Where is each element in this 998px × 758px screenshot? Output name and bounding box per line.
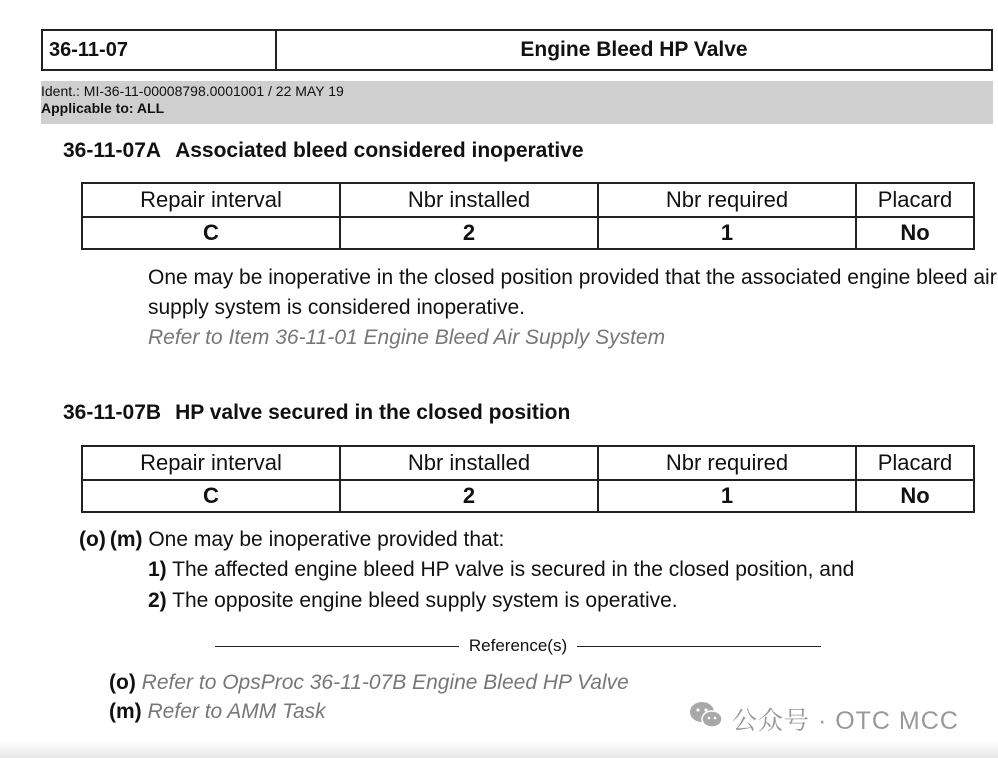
reference-amm-prefix: (m) <box>109 700 142 723</box>
col-nbr-installed: Nbr installed <box>340 446 598 480</box>
section-a-text <box>148 263 997 353</box>
section-b-table <box>81 445 975 513</box>
section-a-text-line2: supply system is considered inoperative. <box>148 296 526 319</box>
section-b-intro <box>79 525 504 555</box>
references-label: Reference(s) <box>468 636 568 655</box>
cell-placard: No <box>856 480 974 512</box>
watermark <box>688 700 959 737</box>
condition-1-num: 1) <box>148 558 167 581</box>
col-nbr-installed: Nbr installed <box>340 183 598 217</box>
cell-nbr-required: 1 <box>598 217 856 249</box>
condition-1 <box>148 555 854 585</box>
col-nbr-required: Nbr required <box>598 446 856 480</box>
section-b-intro-text: One may be inoperative provided that: <box>148 528 505 551</box>
reference-ops-link[interactable]: Refer to OpsProc 36-11-07B Engine Bleed HP Valve <box>141 671 629 694</box>
section-b-name: HP valve secured in the closed position <box>175 401 571 424</box>
watermark-text: 公众号 · OTC MCC <box>732 706 959 735</box>
cell-placard: No <box>856 217 974 249</box>
ops-marker: (o) <box>79 528 106 551</box>
item-header <box>41 29 993 71</box>
col-repair-interval: Repair interval <box>82 183 340 217</box>
reference-ops <box>109 668 629 698</box>
table-row <box>82 480 974 512</box>
reference-ops-prefix: (o) <box>109 671 136 694</box>
section-b-title <box>63 401 570 425</box>
applicable-line: Applicable to: ALL <box>41 100 165 116</box>
section-a-reference-link[interactable]: Refer to Item 36-11-01 Engine Bleed Air Supply System <box>148 326 666 349</box>
table-row <box>82 217 974 249</box>
maint-marker: (m) <box>109 528 143 551</box>
cell-repair-interval: C <box>82 217 340 249</box>
divider-line-left <box>215 646 459 647</box>
section-a-table <box>81 182 975 250</box>
table-header-row <box>82 446 974 480</box>
table-header-row <box>82 183 974 217</box>
references-divider <box>215 632 821 660</box>
cell-repair-interval: C <box>82 480 340 512</box>
condition-2-text: The opposite engine bleed supply system is operative. <box>172 589 678 612</box>
reference-amm-link[interactable]: Refer to AMM Task <box>147 700 326 723</box>
section-a-name: Associated bleed considered inoperative <box>175 139 584 162</box>
section-a-text-line1: One may be inoperative in the closed position provided that the associated engine bleed air <box>148 266 997 289</box>
divider-line-right <box>577 646 821 647</box>
item-title: Engine Bleed HP Valve <box>520 38 748 61</box>
condition-2-num: 2) <box>148 589 167 612</box>
reference-amm <box>109 697 326 727</box>
cell-nbr-installed: 2 <box>340 480 598 512</box>
condition-2 <box>148 586 678 616</box>
col-repair-interval: Repair interval <box>82 446 340 480</box>
section-b-code: 36-11-07B <box>63 401 162 424</box>
col-nbr-required: Nbr required <box>598 183 856 217</box>
section-a-title <box>63 139 584 163</box>
cell-nbr-required: 1 <box>598 480 856 512</box>
ident-band <box>41 81 993 124</box>
wechat-icon <box>688 700 724 737</box>
cell-nbr-installed: 2 <box>340 217 598 249</box>
page-bottom-shadow <box>0 740 998 758</box>
col-placard: Placard <box>856 183 974 217</box>
col-placard: Placard <box>856 446 974 480</box>
ident-line: Ident.: MI-36-11-00008798.0001001 / 22 MAY 19 <box>41 83 344 99</box>
condition-1-text: The affected engine bleed HP valve is secured in the closed position, and <box>172 558 855 581</box>
item-code: 36-11-07 <box>43 31 277 69</box>
section-a-code: 36-11-07A <box>63 139 162 162</box>
